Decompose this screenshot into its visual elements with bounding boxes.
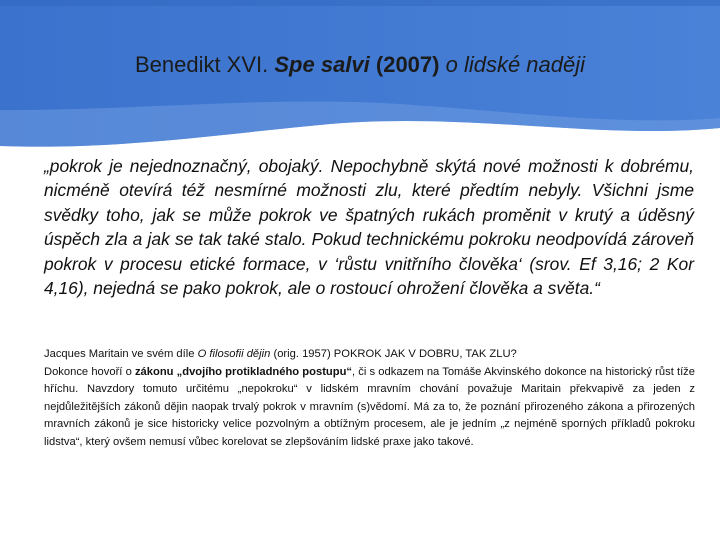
title-year: (2007) [369, 52, 440, 77]
source-pre: Jacques Maritain ve svém díle [44, 348, 198, 360]
source-line [44, 346, 695, 364]
header-wave-band [0, 0, 720, 160]
title-work: Spe salvi [274, 52, 370, 77]
paragraph-post: , či s odkazem na Tomáše Akvinského dokonce na historický růst tíže hříchu. Navzdory tomuto určitému „nepokroku“ v lidském mravním chování považuje Maritain překvapivě za jeden z nejdůležitějších zákonů dějin naopak trvalý pokrok v mravním (s)vědomí. Má za to, že poznání přirozeného zákona a přirozených mravních zákonů je sice historicky velice pozvolným a obtížným procesem, ale je jedním „z nejméně sporných příkladů pokroku lidstva“, který ovšem nemusí vůbec korelovat se zlepšováním lidské praxe jako takové. [44, 365, 696, 448]
source-post: (orig. 1957) POKROK JAK V DOBRU, TAK ZLU? [270, 348, 517, 360]
paragraph-pre: Dokonce hovoří o [44, 365, 135, 378]
paragraph-law: zákonu „dvojího protikladného postupu“ [134, 365, 353, 378]
quote-paragraph: „pokrok je nejednoznačný, obojaký. Nepochybně skýtá nové možnosti k dobrému, nicméně otevírá též nesmírné možnosti zlu, které předtím nebyly. Všichni jsme svědky toho, jak se může pokrok ve špatných rukách proměnit v krutý a úděsný úspěch zla a jak se tak také stalo. Pokud technickému pokroku neodpovídá zároveň pokrok v procesu etické formace, v ‘růstu vnitřního člověka‘ (srov. Ef 3,16; 2 Kor 4,16), nejedná se pako pokrok, ale o rostoucí ohrožení člověka a světa.“ [44, 156, 694, 299]
maritain-paragraph [44, 364, 695, 452]
notes-block [44, 346, 695, 452]
title-topic: o lidské naději [439, 52, 586, 77]
source-work: O filosofii dějin [197, 348, 271, 360]
slide-title [0, 52, 720, 78]
title-author: Benedikt XVI. [134, 52, 275, 77]
